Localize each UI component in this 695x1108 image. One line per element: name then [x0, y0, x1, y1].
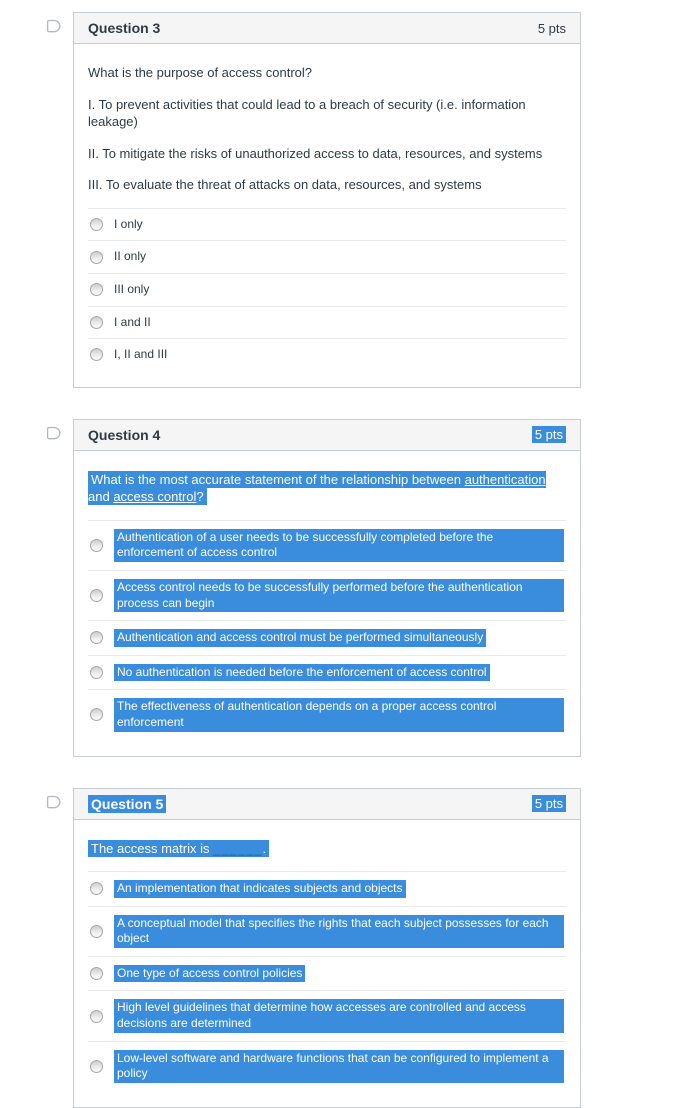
option-label[interactable]: No authentication is needed before the enforcement of access control [114, 664, 490, 682]
option-label[interactable]: Authentication of a user needs to be successfully completed before the enforcement of access control [114, 529, 564, 562]
radio-button-icon[interactable] [90, 666, 103, 679]
answer-option-row [88, 689, 566, 739]
prompt-paragraph: What is the purpose of access control? [88, 65, 313, 80]
question-points: 5 pts [532, 795, 566, 812]
radio-button-icon[interactable] [90, 283, 103, 296]
radio-button-icon[interactable] [90, 967, 103, 980]
answer-option-row [88, 990, 566, 1040]
prompt-paragraph: The access matrix is ______. [88, 840, 566, 858]
question-prompt [88, 471, 566, 506]
answer-options [88, 208, 566, 371]
question-title: Question 5 [88, 795, 166, 813]
question-header [74, 13, 580, 44]
option-label[interactable]: An implementation that indicates subjects and objects [114, 880, 406, 898]
question-points: 5 pts [537, 20, 566, 36]
option-label[interactable]: The effectiveness of authentication depends on a proper access control enforcement [114, 698, 564, 731]
bookmark-flag-icon[interactable] [46, 19, 63, 34]
answer-option-row [88, 620, 566, 655]
radio-button-icon[interactable] [90, 348, 103, 361]
question-prompt [88, 840, 566, 858]
question-card [73, 419, 581, 757]
prompt-paragraph: II. To mitigate the risks of unauthorized access to data, resources, and systems [88, 145, 543, 161]
option-label[interactable]: One type of access control policies [114, 965, 305, 983]
bookmark-flag-icon[interactable] [46, 426, 63, 441]
option-label[interactable]: Access control needs to be successfully performed before the authentication process can begin [114, 579, 564, 612]
answer-option-row [88, 240, 566, 273]
option-label[interactable]: I, II and III [114, 347, 168, 362]
prompt-paragraph: III. To evaluate the threat of attacks on data, resources, and systems [88, 177, 482, 193]
answer-option-row [88, 208, 566, 241]
radio-button-icon[interactable] [90, 316, 103, 329]
option-label[interactable]: I and II [114, 314, 151, 329]
option-label[interactable]: High level guidelines that determine how accesses are controlled and access decisions are determined [114, 999, 564, 1032]
radio-button-icon[interactable] [90, 539, 103, 552]
answer-options [88, 871, 566, 1091]
radio-button-icon[interactable] [90, 589, 103, 602]
answer-option-row [88, 655, 566, 690]
answer-option-row [88, 306, 566, 339]
question-header [74, 789, 580, 820]
option-label[interactable]: Authentication and access control must be performed simultaneously [114, 629, 486, 647]
answer-option-row [88, 956, 566, 991]
radio-button-icon[interactable] [90, 251, 103, 264]
answer-option-row [88, 871, 566, 906]
answer-options [88, 520, 566, 740]
radio-button-icon[interactable] [90, 1060, 103, 1073]
question-body [74, 820, 580, 1107]
question-title: Question 4 [88, 426, 161, 443]
option-label[interactable]: II only [114, 249, 147, 264]
question-list [73, 12, 581, 1108]
radio-button-icon[interactable] [90, 882, 103, 895]
option-label[interactable]: Low-level software and hardware functions that can be configured to implement a policy [114, 1050, 564, 1083]
question-points: 5 pts [532, 426, 566, 443]
question-title: Question 3 [88, 20, 161, 36]
question-header [74, 420, 580, 451]
option-label[interactable]: III only [114, 281, 150, 296]
prompt-paragraph: What is the most accurate statement of the relationship between authentication and access control? [88, 471, 546, 505]
radio-button-icon[interactable] [90, 218, 103, 231]
bookmark-flag-icon[interactable] [46, 795, 63, 810]
question-body [74, 451, 580, 756]
option-label[interactable]: I only [114, 216, 143, 231]
question-prompt [88, 64, 566, 194]
radio-button-icon[interactable] [90, 708, 103, 721]
answer-option-row [88, 273, 566, 306]
answer-option-row [88, 906, 566, 956]
prompt-paragraph: I. To prevent activities that could lead to a breach of security (i.e. information leakage) [88, 96, 526, 130]
option-label[interactable]: A conceptual model that specifies the rights that each subject possesses for each object [114, 915, 564, 948]
answer-option-row [88, 520, 566, 570]
radio-button-icon[interactable] [90, 1010, 103, 1023]
radio-button-icon[interactable] [90, 925, 103, 938]
radio-button-icon[interactable] [90, 631, 103, 644]
question-body [74, 44, 580, 387]
answer-option-row [88, 1041, 566, 1091]
answer-option-row [88, 570, 566, 620]
question-card [73, 788, 581, 1108]
question-card [73, 12, 581, 388]
answer-option-row [88, 338, 566, 371]
